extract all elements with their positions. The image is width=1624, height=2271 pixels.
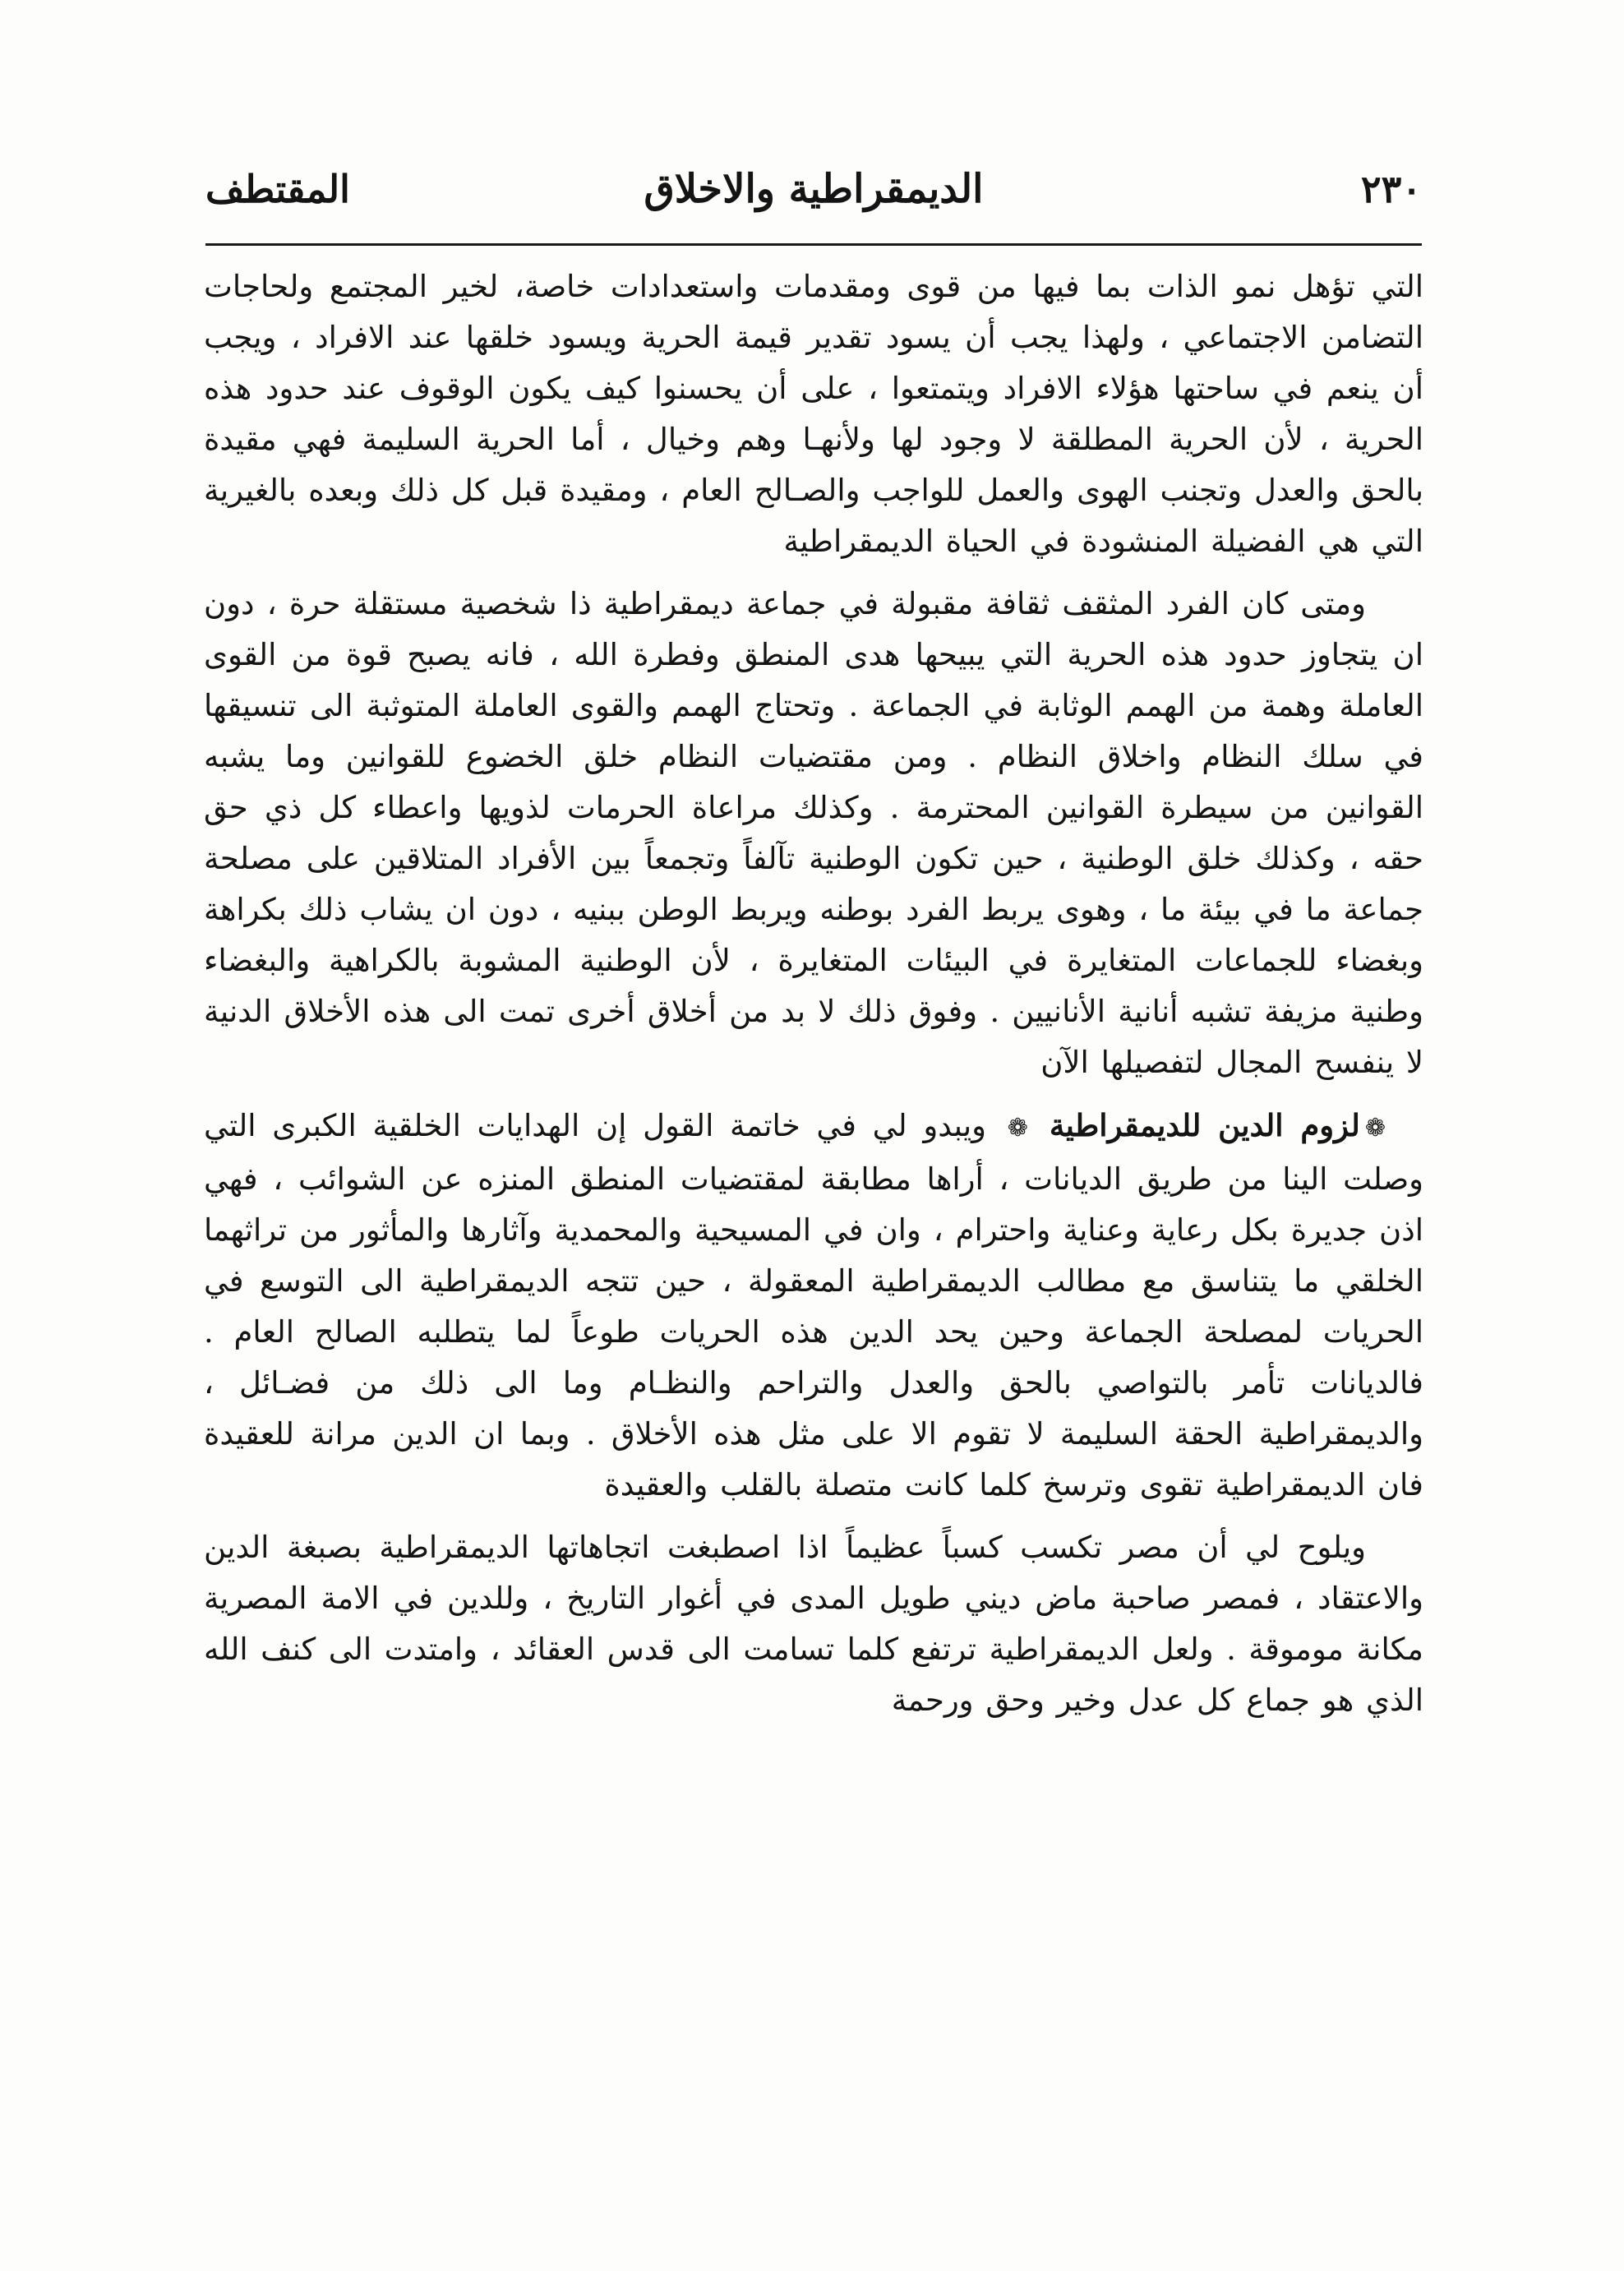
ornament-close-icon: ❁ <box>1007 1114 1028 1142</box>
running-header <box>205 156 1422 222</box>
page-number: ٢٣٠ <box>1360 167 1422 211</box>
ornament-open-icon: ❁ <box>1364 1114 1386 1142</box>
header-rule <box>205 243 1422 246</box>
paragraph-1: التي تؤهل نمو الذات بما فيها من قوى ومقدمات واستعدادات خاصة، لخير المجتمع ولحاجات التضامن الاجتماعي ، ولهذا يجب أن يسود تقدير قيمة الحرية ويسود خلقها عند الافراد ، ويجب أن ينعم في ساحتها هؤلاء الافراد ويتمتعوا ، على أن يحسنوا كيف يكون الوقوف عند حدود هذه الحرية ، لأن الحرية المطلقة لا وجود لها ولأنهـا وهم وخيال ، أما الحرية السليمة فهي مقيدة بالحق والعدل وتجنب الهوى والعمل للواجب والصـالح العام ، ومقيدة قبل كل ذلك وبعده بالغيرية التي هي الفضيلة المنشودة في الحياة الديمقراطية <box>204 269 1423 559</box>
paragraph-3 <box>204 1100 1423 1511</box>
paragraph-4: ويلوح لي أن مصر تكسب كسباً عظيماً اذا اصطبغت اتجاهاتها الديمقراطية بصبغة الدين والاعتقاد ، فمصر صاحبة ماض ديني طويل المدى في أغوار التاريخ ، وللدين في الامة المصرية مكانة موموقة . ولعل الديمقراطية ترتفع كلما تسامت الى قدس العقائد ، وامتدت الى كنف الله الذي هو جماع كل عدل وخير وحق ورحمة <box>204 1530 1423 1718</box>
paragraph-3-text: ويبدو لي في خاتمة القول إن الهدايات الخلقية الكبرى التي وصلت الينا من طريق الديانات ، أراها مطابقة لمقتضيات المنطق المنزه عن الشوائب ، فهي اذن جديرة بكل رعاية وعناية واحترام ، وان في المسيحية والمحمدية وآثارها والمأثور من تراثهما الخلقي ما يتناسق مع مطالب الديمقراطية المعقولة ، حين تتجه الديمقراطية الى التوسع في الحريات لمصلحة الجماعة وحين يحد الدين هذه الحريات طوعاً لما يتطلبه الصالح العام . فالديانات تأمر بالتواصي بالحق والعدل والتراحم والنظـام وما الى ذلك من فضـائل ، والديمقراطية الحقة السليمة لا تقوم الا على مثل هذه الأخلاق . وبما ان الدين مرانة للعقيدة فان الديمقراطية تقوى وترسخ كلما كانت متصلة بالقلب والعقيدة <box>204 1108 1423 1502</box>
article-body <box>204 261 1423 1738</box>
section-subheading: لزوم الدين للديمقراطية <box>1049 1107 1360 1143</box>
magazine-name: المقتطف <box>205 167 350 211</box>
article-title: الديمقراطية والاخلاق <box>644 166 984 212</box>
paragraph-2: ومتى كان الفرد المثقف ثقافة مقبولة في جماعة ديمقراطية ذا شخصية مستقلة حرة ، دون ان يتجاوز حدود هذه الحرية التي يبيحها هدى المنطق وفطرة الله ، فانه يصبح قوة من القوى العاملة وهمة من الهمم الوثابة في الجماعة . وتحتاج الهمم والقوى العاملة المتوثبة الى تنسيقها في سلك النظام واخلاق النظام . ومن مقتضيات النظام خلق الخضوع للقوانين وما يشبه القوانين من سيطرة القوانين المحترمة . وكذلك مراعاة الحرمات لذويها واعطاء كل ذي حق حقه ، وكذلك خلق الوطنية ، حين تكون الوطنية تآلفاً وتجمعاً بين الأفراد المتلاقين على مصلحة جماعة ما في بيئة ما ، وهوى يربط الفرد بوطنه ويربط الوطن ببنيه ، دون ان يشاب ذلك بكراهة وبغضاء للجماعات المتغايرة في البيئات المتغايرة ، لأن الوطنية المشوبة بالكراهية والبغضاء وطنية مزيفة تشبه أنانية الأنانيين . وفوق ذلك لا بد من أخلاق أخرى تمت الى هذه الأخلاق الدنية لا ينفسح المجال لتفصيلها الآن <box>204 586 1423 1080</box>
